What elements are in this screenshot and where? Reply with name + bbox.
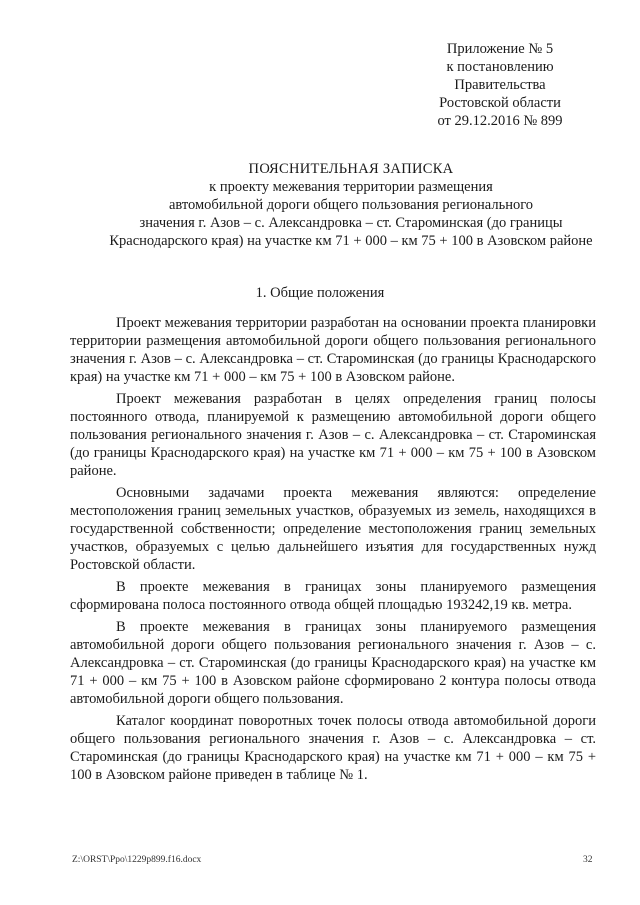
paragraph: Каталог координат поворотных точек полосы отвода автомобильной дороги общего пользования регионального значения г. Азов – с. Александровка – ст. Староминская (до границы Краснодарского края) на участке км 71 + 000 – км 75 + 100 в Азовском районе приведен в таблице № 1. bbox=[70, 713, 596, 783]
paragraph: Основными задачами проекта межевания являются: определение местоположения границ земельных участков, образуемых из земель, находящихся в государственной собственности; определение местоположения границ земельных участков, образуемых с целью дальнейшего изъятия для государственных нужд Ростовской области. bbox=[70, 485, 596, 573]
paragraph: В проекте межевания в границах зоны планируемого размещения автомобильной дороги общего пользования регионального значения г. Азов – с. Александровка – ст. Староминская (до границы Краснодарского края) на участке км 71 + 000 – км 75 + 100 в Азовском районе сформировано 2 контура полосы отвода автомобильной дороги общего пользования. bbox=[70, 619, 596, 707]
appendix-line: Ростовской области bbox=[439, 95, 561, 111]
document-title: ПОЯСНИТЕЛЬНАЯ ЗАПИСКА bbox=[248, 161, 454, 177]
body-text bbox=[70, 314, 596, 788]
appendix-line: от 29.12.2016 № 899 bbox=[437, 113, 563, 129]
document-title-block bbox=[60, 160, 640, 250]
title-subline: значения г. Азов – с. Александровка – ст. Староминская (до границы bbox=[139, 215, 563, 231]
section-heading: 1. Общие положения bbox=[255, 285, 385, 301]
paragraph: Проект межевания разработан в целях определения границ полосы постоянного отвода, планируемой к размещению автомобильной дороги общего пользования регионального значения г. Азов – с. Александровка – ст. Староминская (до границы Краснодарского края) на участке км 71 + 000 – км 75 + 100 в Азовском районе. bbox=[70, 391, 596, 479]
paragraph: В проекте межевания в границах зоны планируемого размещения сформирована полоса постоянного отвода общей площадью 193242,19 кв. метра. bbox=[70, 579, 596, 613]
footer-page-number: 32 bbox=[583, 855, 593, 865]
title-subline: Краснодарского края) на участке км 71 + 000 – км 75 + 100 в Азовском районе bbox=[109, 233, 593, 249]
title-subline: автомобильной дороги общего пользования регионального bbox=[168, 197, 534, 213]
appendix-block bbox=[412, 40, 588, 130]
title-subline: к проекту межевания территории размещения bbox=[209, 179, 493, 195]
appendix-line: Правительства bbox=[454, 77, 546, 93]
appendix-line: к постановлению bbox=[446, 59, 554, 75]
footer-file-path: Z:\ORST\Ppo\1229p899.f16.docx bbox=[72, 855, 202, 865]
paragraph: Проект межевания территории разработан на основании проекта планировки территории размещения автомобильной дороги общего пользования регионального значения г. Азов – с. Александровка – ст. Староминская (до границы Краснодарского края) на участке км 71 + 000 – км 75 + 100 в Азовском районе. bbox=[70, 315, 596, 385]
appendix-line: Приложение № 5 bbox=[446, 41, 554, 57]
